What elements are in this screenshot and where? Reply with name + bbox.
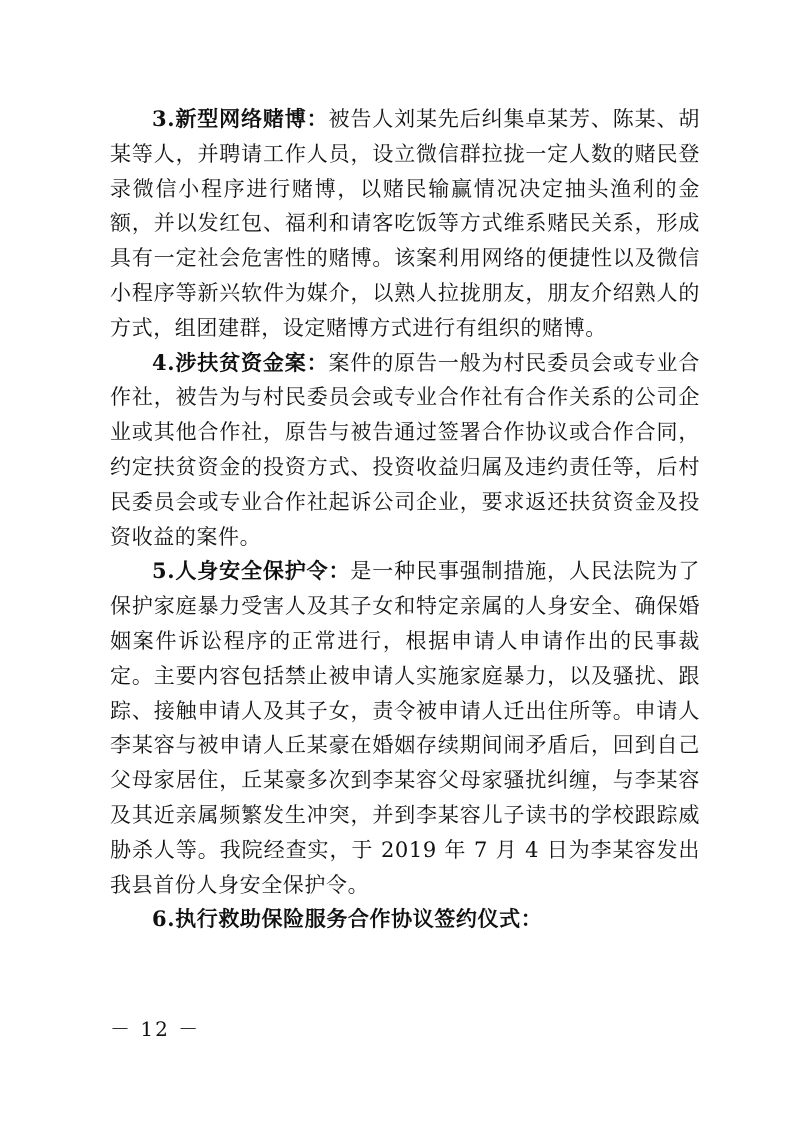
heading-poverty-funds-case: 4.涉扶贫资金案： xyxy=(152,349,329,375)
heading-insurance-agreement-ceremony: 6.执行救助保险服务合作协议签约仪式： xyxy=(152,906,543,932)
document-body xyxy=(110,102,700,937)
text-new-online-gambling: 被告人刘某先后纠集卓某芳、陈某、胡某等人，并聘请工作人员，设立微信群拉拢一定人数的赌民登录微信小程序进行赌博，以赌民输赢情况决定抽头渔利的金额，并以发红包、福利和请客吃饭等方式维系赌民关系，形成具有一定社会危害性的赌博。该案利用网络的便捷性以及微信小程序等新兴软件为媒介，以熟人拉拢朋友，朋友介绍熟人的方式，组团建群，设定赌博方式进行有组织的赌博。 xyxy=(110,107,700,340)
paragraph-personal-safety-order xyxy=(110,554,700,902)
text-personal-safety-order: 是一种民事强制措施，人民法院为了保护家庭暴力受害人及其子女和特定亲属的人身安全、确保婚姻案件诉讼程序的正常进行，根据申请人申请作出的民事裁定。主要内容包括禁止被申请人实施家庭暴力，以及骚扰、跟踪、接触申请人及其子女，责令被申请人迁出住所等。申请人李某容与被申请人丘某豪在婚姻存续期间闹矛盾后，回到自己父母家居住，丘某豪多次到李某容父母家骚扰纠缠，与李某容及其近亲属频繁发生冲突，并到李某容儿子读书的学校跟踪威胁杀人等。我院经查实，于 2019 年 7 月 4 日为李某容发出我县首份人身安全保护令。 xyxy=(110,559,700,897)
heading-personal-safety-order: 5.人身安全保护令： xyxy=(152,558,351,584)
page-number: － 12 － xyxy=(110,1017,201,1041)
text-poverty-funds-case: 案件的原告一般为村民委员会或专业合作社，被告为与村民委员会或专业合作社有合作关系的公司企业或其他合作社，原告与被告通过签署合作协议或合作合同，约定扶贫资金的投资方式、投资收益归属及违约责任等，后村民委员会或专业合作社起诉公司企业，要求返还扶贫资金及投资收益的案件。 xyxy=(110,350,700,549)
paragraph-poverty-funds-case xyxy=(110,346,700,555)
paragraph-new-online-gambling xyxy=(110,102,700,346)
heading-new-online-gambling: 3.新型网络赌博： xyxy=(152,106,329,131)
